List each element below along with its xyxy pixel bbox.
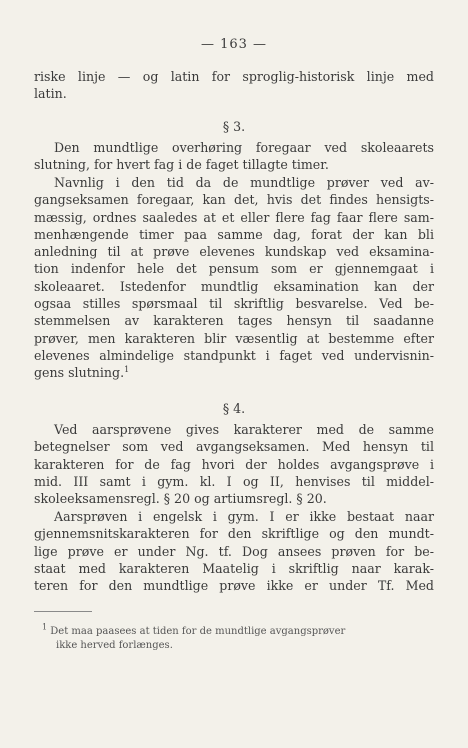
text-line: skoleeksamensregl. § 20 og artiumsregl. § 20. <box>34 491 327 507</box>
text-line-content: gens slutning. <box>34 365 125 381</box>
text-line: prøver, men karakteren blir væsentlig at bestemme efter <box>34 330 434 346</box>
footnote-divider <box>34 611 92 612</box>
text-line: skoleaaret. Istedenfor mundtlig eksamination kan der <box>34 278 434 294</box>
paragraph-english-exam <box>34 508 434 594</box>
paragraph-continuation <box>34 68 434 103</box>
text-line: stemmelsen av karakteren tages hensyn til saadanne <box>34 313 434 329</box>
text-line: gangseksamen foregaar, kan det, hvis det findes hensigts- <box>34 192 434 208</box>
page-number: — 163 — <box>200 37 268 52</box>
text-line: lige prøve er under Ng. tf. Dog ansees prøven for be- <box>34 543 434 559</box>
text-line: slutning, for hvert fag i de faget tillagte timer. <box>34 157 329 173</box>
text-line: elevenes almindelige standpunkt i faget ved undervisnin- <box>34 347 434 363</box>
footnote-reference: 1 <box>124 365 130 375</box>
text-line: Aarsprøven i engelsk i gym. I er ikke bestaat naar <box>54 509 434 524</box>
text-line: Den mundtlige overhøring foregaar ved skoleaarets <box>54 140 434 155</box>
text-line: staat med karakteren Maatelig i skriftlig naar karak- <box>34 560 434 576</box>
text-line: menhængende timer paa samme dag, forat der kan bli <box>34 226 434 242</box>
text-line: Ved aarsprøvene gives karakterer med de samme <box>54 422 434 437</box>
text-line: karakteren for de fag hvori der holdes avgangsprøve i <box>34 456 434 472</box>
text-line: betegnelser som ved avgangseksamen. Med hensyn til <box>34 439 434 455</box>
text-line: Navnlig i den tid da de mundtlige prøver ved av- <box>54 175 434 190</box>
text-line: ogsaa stilles spørsmaal til skriftlig besvarelse. Ved be- <box>34 296 434 312</box>
footnote-line <box>34 622 434 639</box>
paragraph-final-exam-scheduling <box>34 174 434 382</box>
text-line <box>34 364 434 381</box>
section-heading-4: § 4. <box>222 401 246 416</box>
paragraph-oral-examination <box>34 139 434 174</box>
text-line: teren for den mundtlige prøve ikke er under Tf. Med <box>34 578 434 594</box>
footnote-line: ikke herved forlænges. <box>56 640 173 651</box>
footnote-text: Det maa paasees at tiden for de mundtlige avgangsprøver <box>50 626 346 637</box>
paragraph-annual-exam-grades <box>34 421 434 507</box>
text-line: gjennemsnitskarakteren for den skriftlige og den mundt- <box>34 526 434 542</box>
text-line: latin. <box>34 86 67 102</box>
footnote <box>34 622 434 653</box>
text-line: mid. III samt i gym. kl. I og II, henvises til middel- <box>34 473 434 489</box>
text-line: riske linje — og latin for sproglig-historisk linje med <box>34 69 434 84</box>
section-heading-3: § 3. <box>222 119 246 134</box>
text-line: anledning til at prøve elevenes kundskap ved eksamina- <box>34 244 434 260</box>
text-line: tion indenfor hele det pensum som er gjennemgaat i <box>34 261 434 277</box>
footnote-marker: 1 <box>42 622 48 632</box>
text-line: mæssig, ordnes saaledes at et eller flere fag faar flere sam- <box>34 209 434 225</box>
